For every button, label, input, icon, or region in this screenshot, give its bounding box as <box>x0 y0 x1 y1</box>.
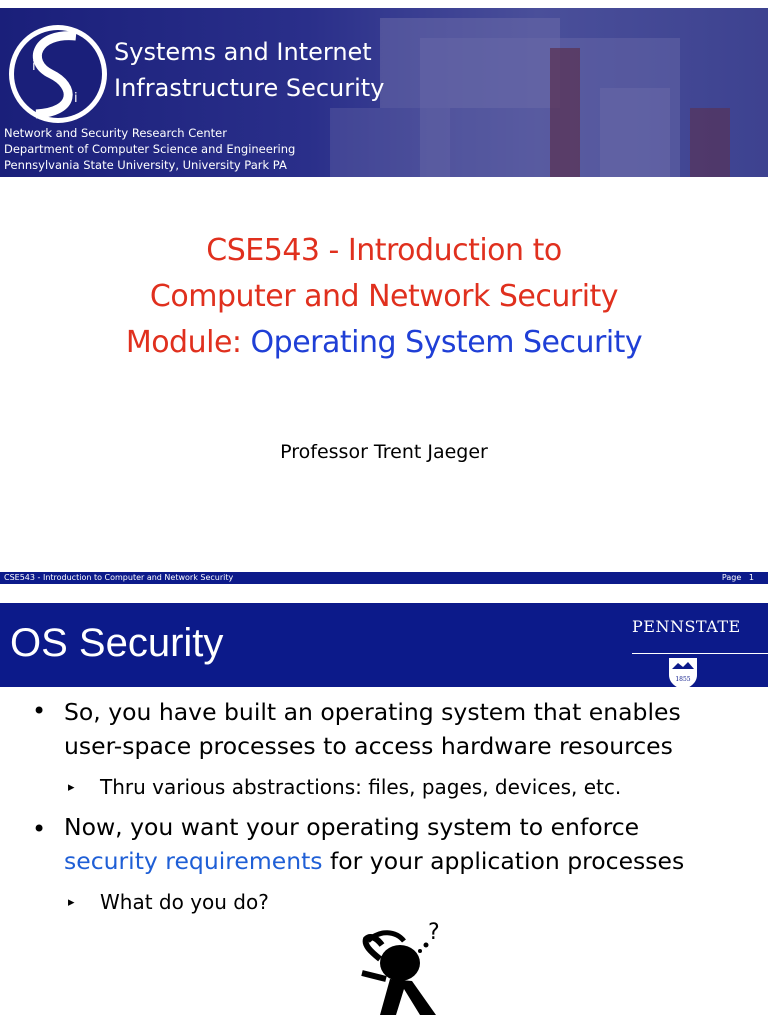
svg-text:1855: 1855 <box>675 676 691 683</box>
sub-bullet-arrow-icon: ▸ <box>68 895 75 910</box>
svg-text:i: i <box>32 59 36 74</box>
pennstate-shield-icon <box>668 657 698 691</box>
banner-subtitle-line-3: Pennsylvania State University, University Park PA <box>4 158 287 172</box>
header-banner <box>0 8 768 177</box>
bullet-marker: • <box>32 815 47 843</box>
presenter-name: Professor Trent Jaeger <box>280 441 488 463</box>
bullet-2-line-2-rest: for your application processes <box>322 847 685 875</box>
siis-logo-icon <box>6 22 110 126</box>
footer-page <box>722 572 754 584</box>
thinking-person-icon <box>340 915 470 1024</box>
banner-subtitle-line-1: Network and Security Research Center <box>4 126 227 140</box>
bullet-1-text <box>64 695 744 763</box>
slide-footer <box>0 572 768 584</box>
bullet-1-line-1: So, you have built an operating system that enables <box>64 698 681 726</box>
course-title-line-1: CSE543 - Introduction to <box>206 233 562 268</box>
course-title-line-2: Computer and Network Security <box>149 279 619 314</box>
slide-2 <box>0 603 768 1024</box>
slide-2-title: OS Security <box>10 621 224 665</box>
pennstate-wordmark: PENNSTATE <box>632 617 741 636</box>
bullet-1-sub: Thru various abstractions: files, pages, devices, etc. <box>100 775 622 799</box>
bullet-2-text <box>64 810 744 878</box>
banner-title-line-2: Infrastructure Security <box>114 74 385 102</box>
module-title <box>0 320 768 366</box>
bullet-2-line-2 <box>64 844 744 878</box>
security-requirements-highlight: security requirements <box>64 847 323 875</box>
svg-text:i: i <box>74 91 78 106</box>
bullet-2-line-1: Now, you want your operating system to enforce <box>64 813 640 841</box>
bullet-1-line-2: user-space processes to access hardware resources <box>64 732 673 760</box>
bullet-2-sub: What do you do? <box>100 890 269 914</box>
banner-title-line-1: Systems and Internet <box>114 38 372 66</box>
slide-2-header <box>0 603 768 687</box>
sub-bullet-arrow-icon: ▸ <box>68 780 75 795</box>
question-mark-icon: ? <box>428 920 440 945</box>
pennstate-logo <box>632 617 741 683</box>
module-title-topic: Operating System Security <box>250 325 643 360</box>
footer-page-label: Page <box>721 573 742 582</box>
footer-course-name: CSE543 - Introduction to Computer and Network Security <box>4 573 234 582</box>
banner-subtitle-line-2: Department of Computer Science and Engineering <box>4 142 296 156</box>
footer-page-number: 1 <box>748 573 754 582</box>
pennstate-divider <box>632 653 768 654</box>
module-title-prefix: Module: <box>125 325 251 360</box>
bullet-marker: • <box>32 697 47 725</box>
